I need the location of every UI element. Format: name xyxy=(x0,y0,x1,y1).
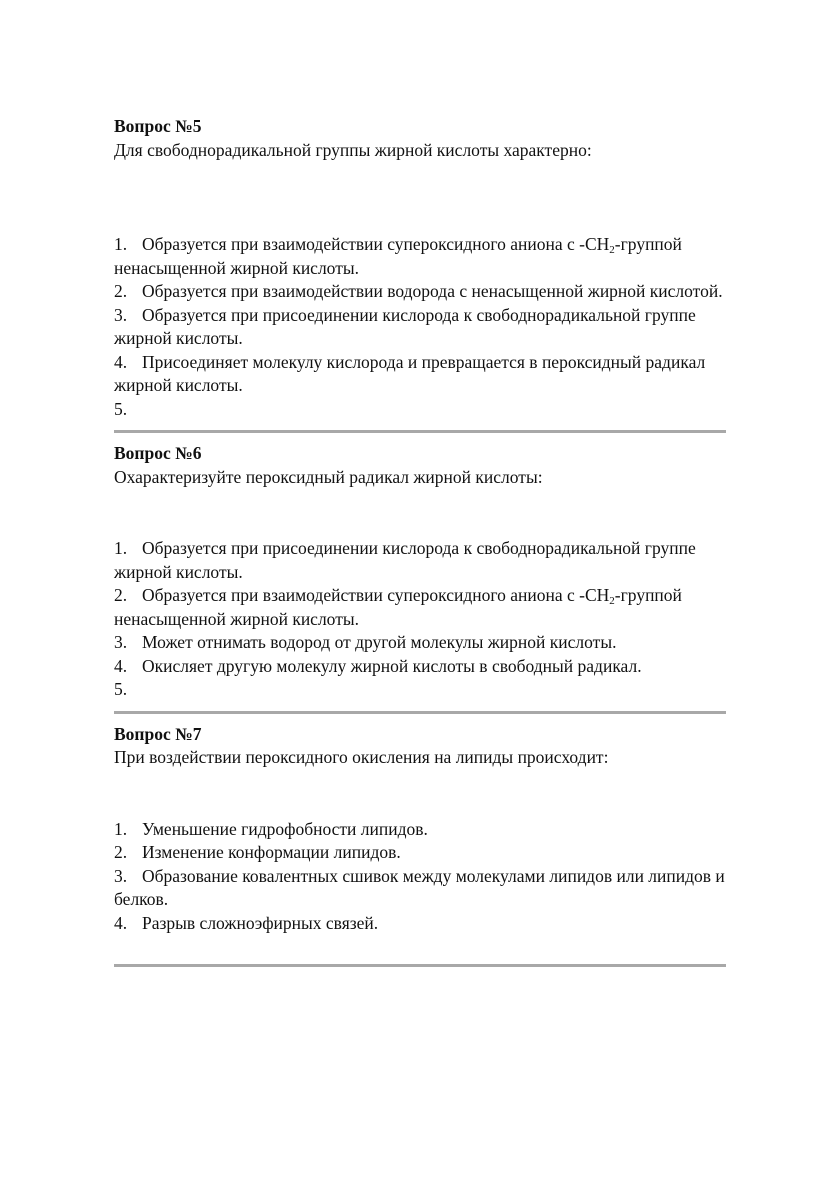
section-divider xyxy=(114,711,726,714)
answer-item xyxy=(114,655,726,679)
answer-number: 1. xyxy=(114,818,128,839)
answer-item xyxy=(114,865,726,912)
answer-text-cont: -группой ненасыщенной жирной кислоты. xyxy=(114,585,682,629)
question-text: Для свободнорадикальной группы жирной кислоты характерно: xyxy=(114,139,592,160)
answer-item xyxy=(114,631,726,655)
question-title: Вопрос №5 xyxy=(114,116,202,136)
question-title: Вопрос №6 xyxy=(114,443,202,463)
answer-text-cont: -группой ненасыщенной жирной кислоты. xyxy=(114,234,682,278)
answer-number: 5. xyxy=(114,398,128,419)
answer-item xyxy=(114,304,726,351)
answer-item xyxy=(114,233,726,280)
answer-text: Разрыв сложноэфирных связей. xyxy=(142,912,379,933)
answer-item xyxy=(114,818,726,842)
question-text: При воздействии пероксидного окисления на липиды происходит: xyxy=(114,747,609,767)
question-7 xyxy=(114,723,726,936)
answer-number: 2. xyxy=(114,842,128,862)
answer-number: 1. xyxy=(114,538,128,558)
answer-number: 2. xyxy=(114,281,128,301)
answer-text: Образуется при взаимодействии супероксидного аниона с -CH xyxy=(142,234,610,254)
answer-number: 4. xyxy=(114,351,128,372)
answer-item xyxy=(114,537,726,584)
answer-number: 1. xyxy=(114,234,128,254)
answer-text: Окисляет другую молекулу жирной кислоты в свободный радикал. xyxy=(142,655,642,676)
question-5 xyxy=(114,115,726,421)
answer-list xyxy=(114,537,726,702)
answer-item xyxy=(114,912,726,936)
answer-text: Присоединяет молекулу кислорода и превращается в пероксидный радикал жирной кислоты. xyxy=(114,351,706,395)
answer-list xyxy=(114,818,726,936)
question-title: Вопрос №7 xyxy=(114,723,202,744)
answer-text: Образуется при присоединении кислорода к свободнорадикальной группе жирной кислоты. xyxy=(114,304,696,348)
answer-number: 5. xyxy=(114,679,128,699)
question-text: Охарактеризуйте пероксидный радикал жирной кислоты: xyxy=(114,466,543,487)
answer-number: 2. xyxy=(114,585,128,605)
answer-item xyxy=(114,280,726,304)
answer-item xyxy=(114,398,726,422)
answer-number: 4. xyxy=(114,912,128,933)
answer-text: Образуется при взаимодействии водорода с ненасыщенной жирной кислотой. xyxy=(142,281,723,301)
section-divider xyxy=(114,430,726,433)
answer-number: 3. xyxy=(114,304,128,325)
answer-number: 3. xyxy=(114,632,128,652)
answer-text: Образуется при взаимодействии супероксидного аниона с -CH xyxy=(142,585,610,605)
answer-item xyxy=(114,841,726,865)
answer-item xyxy=(114,584,726,631)
question-6 xyxy=(114,442,726,702)
subscript: 2 xyxy=(609,244,615,256)
answer-number: 4. xyxy=(114,655,128,676)
answer-item xyxy=(114,678,726,702)
answer-list xyxy=(114,233,726,421)
answer-text: Образование ковалентных сшивок между молекулами липидов или липидов и белков. xyxy=(114,865,725,909)
answer-item xyxy=(114,351,726,398)
subscript: 2 xyxy=(609,595,615,607)
answer-text: Может отнимать водород от другой молекулы жирной кислоты. xyxy=(142,632,617,652)
answer-text: Образуется при присоединении кислорода к свободнорадикальной группе жирной кислоты. xyxy=(114,538,696,582)
section-divider xyxy=(114,964,726,967)
answer-number: 3. xyxy=(114,865,128,886)
answer-text: Изменение конформации липидов. xyxy=(142,842,401,862)
answer-text: Уменьшение гидрофобности липидов. xyxy=(142,818,428,839)
document-page xyxy=(114,115,726,976)
